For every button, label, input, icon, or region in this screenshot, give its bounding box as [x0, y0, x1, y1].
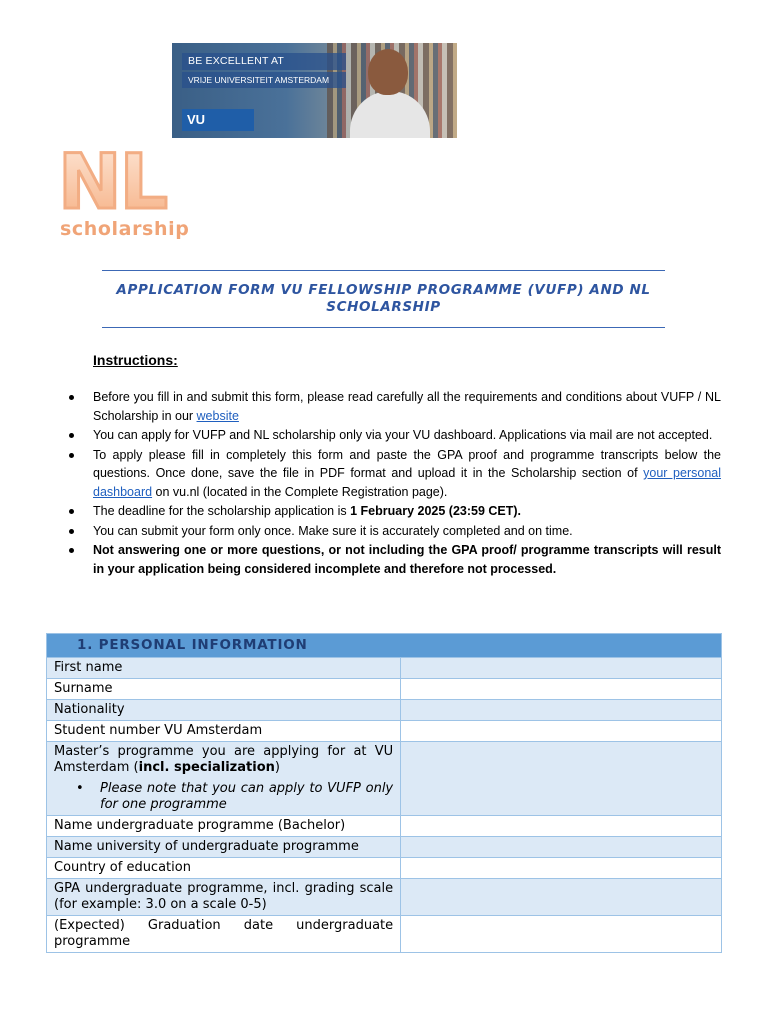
vu-logo: VU: [182, 109, 254, 131]
list-item: [93, 388, 721, 425]
masters-label-suffix: ): [274, 760, 280, 775]
person-head-graphic: [368, 49, 408, 95]
table-row: [47, 679, 722, 700]
undergrad-programme-label: Name undergraduate programme (Bachelor): [47, 816, 401, 837]
list-item: [93, 522, 721, 541]
bullet-text: on vu.nl (located in the Complete Registration page).: [152, 484, 448, 499]
table-row: [47, 916, 722, 953]
nl-logo-letters: NL: [58, 137, 167, 226]
table-row: [47, 742, 722, 816]
masters-note: • Please note that you can apply to VUFP only for one programme: [54, 781, 393, 813]
table-row: [47, 879, 722, 916]
graduation-date-label: (Expected) Graduation date undergraduate programme: [47, 916, 401, 953]
banner-title: BE EXCELLENT AT: [182, 53, 346, 70]
first-name-field[interactable]: [401, 658, 722, 679]
instructions-heading: Instructions:: [93, 352, 178, 368]
table-row: [47, 837, 722, 858]
personal-dashboard-link[interactable]: your personal dashboard: [93, 466, 721, 499]
masters-label-bold: incl. specialization: [138, 760, 275, 775]
table-row: [47, 700, 722, 721]
bullet-text: You can submit your form only once. Make sure it is accurately completed and on time.: [93, 523, 573, 538]
banner-subtitle: VRIJE UNIVERSITEIT AMSTERDAM: [182, 72, 346, 88]
surname-label: Surname: [47, 679, 401, 700]
bullet-text: To apply please fill in completely this form and paste the GPA proof and programme transcripts below the questions. Once done, save the file in PDF format and upload it in the Scholarship section of: [93, 447, 721, 480]
bullet-text: You can apply for VUFP and NL scholarship only via your VU dashboard. Applications via mail are not accepted.: [93, 428, 713, 442]
warning-text: Not answering one or more questions, or not including the GPA proof/ programme transcripts will result in your application being considered incomplete and therefore not processed.: [93, 543, 721, 576]
title-top-rule: [102, 270, 665, 271]
website-link[interactable]: website: [196, 408, 239, 423]
list-item: [93, 541, 721, 578]
list-item: [93, 502, 721, 521]
nationality-label: Nationality: [47, 700, 401, 721]
nationality-field[interactable]: [401, 700, 722, 721]
title-bottom-rule: [102, 327, 665, 328]
gpa-field[interactable]: [401, 879, 722, 916]
masters-programme-field[interactable]: [401, 742, 722, 816]
nl-scholarship-logo: [58, 137, 248, 246]
nl-logo-word: scholarship: [60, 218, 190, 240]
university-field[interactable]: [401, 837, 722, 858]
surname-field[interactable]: [401, 679, 722, 700]
university-label: Name university of undergraduate programme: [47, 837, 401, 858]
list-item: [93, 426, 721, 445]
table-row: [47, 816, 722, 837]
section-heading: 1. PERSONAL INFORMATION: [47, 634, 722, 658]
document-title: APPLICATION FORM VU FELLOWSHIP PROGRAMME (VUFP) AND NL SCHOLARSHIP: [116, 282, 651, 315]
masters-programme-label: [47, 742, 401, 816]
list-item: [93, 446, 721, 502]
gpa-label: GPA undergraduate programme, incl. grading scale (for example: 3.0 on a scale 0-5): [47, 879, 401, 916]
bullet-text: The deadline for the scholarship application is: [93, 504, 351, 518]
bullet-text: Before you fill in and submit this form, please read carefully all the requirements and conditions about VUFP / NL Scholarship in our: [93, 390, 721, 423]
student-number-label: Student number VU Amsterdam: [47, 721, 401, 742]
personal-information-table: [46, 633, 722, 953]
section-header-row: [47, 634, 722, 658]
masters-label-text: Master’s programme you are applying for at VU Amsterdam (: [54, 744, 394, 775]
country-field[interactable]: [401, 858, 722, 879]
graduation-date-field[interactable]: [401, 916, 722, 953]
vu-banner-image: [172, 43, 457, 138]
instructions-list: [93, 388, 721, 579]
table-row: [47, 658, 722, 679]
table-row: [47, 858, 722, 879]
first-name-label: First name: [47, 658, 401, 679]
student-number-field[interactable]: [401, 721, 722, 742]
deadline-date: 1 February 2025 (23:59 CET).: [350, 504, 522, 518]
undergrad-programme-field[interactable]: [401, 816, 722, 837]
table-row: [47, 721, 722, 742]
country-label: Country of education: [47, 858, 401, 879]
